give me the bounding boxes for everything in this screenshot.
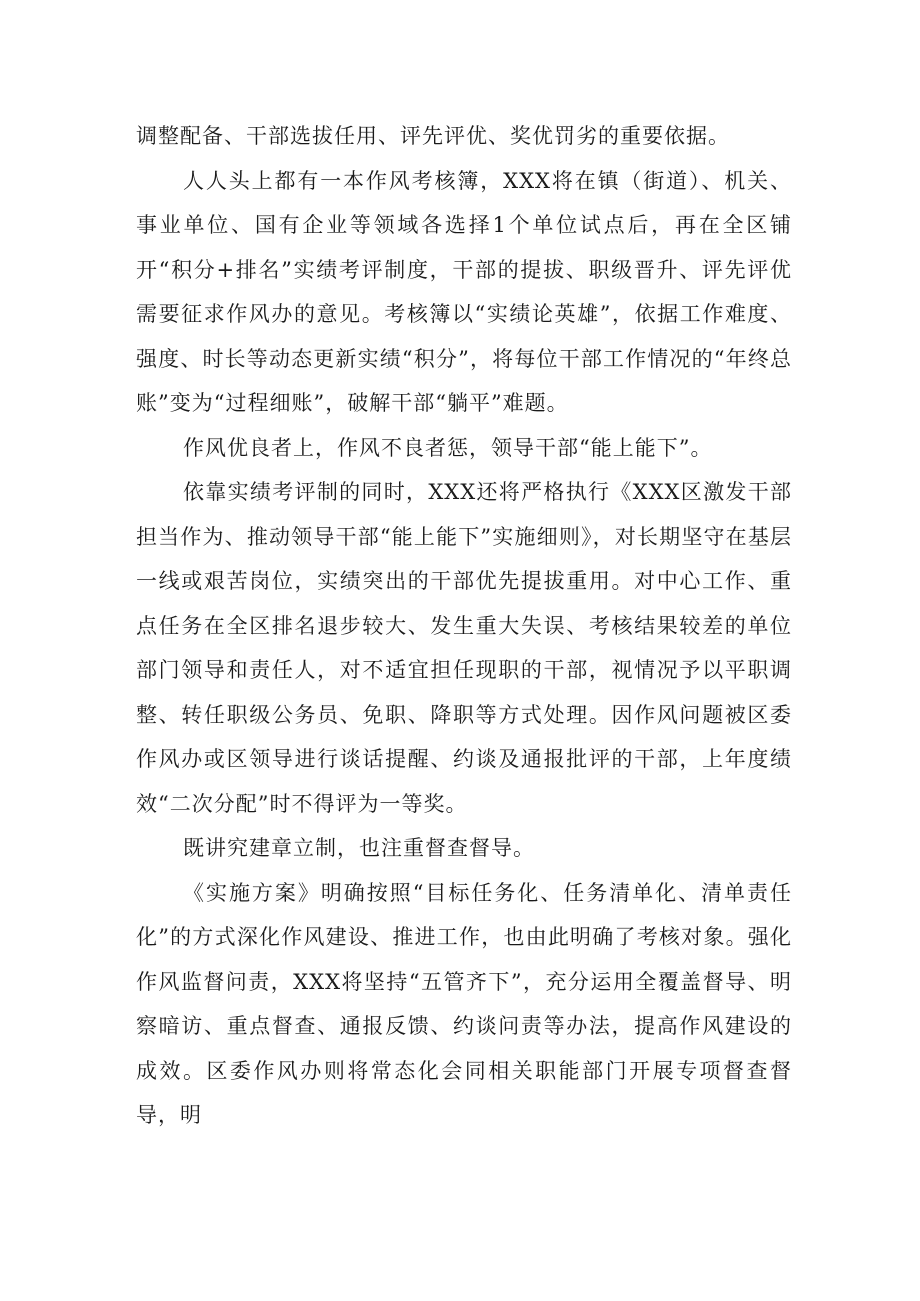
- paragraph-5: 既讲究建章立制，也注重督查督导。: [183, 836, 535, 860]
- paragraph-6: 《实施方案》明确按照“目标任务化、任务清单化、清单责任化”的方式深化作风建设、推进工作，也由此明确了考核对象。强化作风监督问责，XXX将坚持“五管齐下”，充分运用全覆盖督导、明察暗访、重点督查、通报反馈、约谈问责等办法，提高作风建设的成效。区委作风办则将常态化会同相关职能部门开展专项督查督导，明: [136, 880, 792, 1127]
- paragraph-1: 调整配备、干部选拔任用、评先评优、奖优罚劣的重要依据。: [136, 124, 730, 148]
- document-body: [136, 114, 792, 1138]
- paragraph-4: 依靠实绩考评制的同时，XXX还将严格执行《XXX区激发干部担当作为、推动领导干部“能上能下”实施细则》，对长期坚守在基层一线或艰苦岗位，实绩突出的干部优先提拔重用。对中心工作、重点任务在全区排名退步较大、发生重大失误、考核结果较差的单位部门领导和责任人，对不适宜担任现职的干部，视情况予以平职调整、转任职级公务员、免职、降职等方式处理。因作风问题被区委作风办或区领导进行谈话提醒、约谈及通报批评的干部，上年度绩效“二次分配”时不得评为一等奖。: [136, 480, 792, 816]
- paragraph-2: 人人头上都有一本作风考核簿，XXX将在镇（街道）、机关、事业单位、国有企业等领域各选择1个单位试点后，再在全区铺开“积分+排名”实绩考评制度，干部的提拔、职级晋升、评先评优需要征求作风办的意见。考核簿以“实绩论英雄”，依据工作难度、强度、时长等动态更新实绩“积分”，将每位干部工作情况的“年终总账”变为“过程细账”，破解干部“躺平”难题。: [136, 168, 792, 415]
- paragraph-3: 作风优良者上，作风不良者惩，领导干部“能上能下”。: [183, 435, 713, 460]
